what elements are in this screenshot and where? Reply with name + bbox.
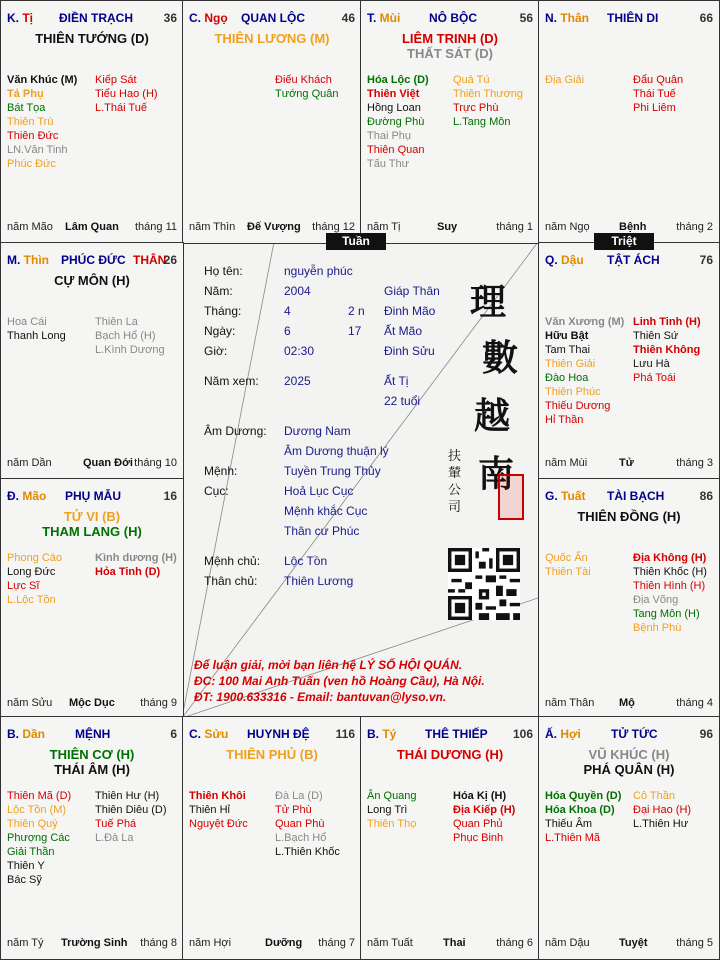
minor-star: Thiên Mã (D) [7, 790, 72, 802]
palace-footer [545, 457, 713, 471]
minor-star: Ân Quang [367, 790, 417, 802]
minor-star: Thiếu Âm [545, 818, 593, 830]
palace-dan [0, 716, 184, 960]
hour-label: Giờ: [204, 344, 228, 358]
minor-star: Thiên Việt [367, 88, 420, 100]
palace-header [7, 489, 177, 505]
minor-star: Địa Giải [545, 74, 585, 86]
minor-star: Long Trì [367, 804, 408, 816]
calligraphy-char-2: 數 [482, 337, 519, 379]
minor-star: Thiên Phúc [545, 386, 601, 398]
footer-stage: Đế Vượng [247, 221, 301, 233]
palace-canchi: B. Tý [367, 727, 397, 741]
palace-number: 46 [341, 11, 355, 25]
minor-star: Quả Tú [453, 74, 490, 86]
palace-dau [538, 242, 720, 480]
footer-year: năm Ngọ [545, 221, 590, 233]
minor-star: Bát Tọa [7, 102, 46, 114]
minor-star: Lộc Tồn (M) [7, 804, 67, 816]
hour-value: 02:30 [284, 344, 315, 358]
stars-left [7, 73, 77, 171]
footer-month: tháng 9 [140, 697, 177, 709]
footer-stage: Dưỡng [265, 937, 303, 949]
main-star: THAM LANG (H) [42, 524, 142, 539]
small-calligraphy [448, 448, 464, 516]
palace-footer [367, 221, 533, 235]
minor-star: Lực Sĩ [7, 580, 40, 592]
stars-left [7, 315, 66, 343]
yin-yang-value: Dương Nam [284, 424, 351, 438]
footer-year: năm Tuất [367, 937, 413, 949]
stars-right [275, 789, 340, 859]
hour-canchi: Đinh Sửu [384, 344, 435, 358]
cuc-value: Hoả Lục Cục [284, 484, 354, 498]
footer-stage: Mộ [619, 697, 635, 709]
minor-star: Phục Binh [453, 832, 504, 844]
minor-star: Tang Môn (H) [633, 608, 700, 620]
palace-name: NÔ BỘC [429, 11, 477, 25]
minor-star: Trực Phù [453, 102, 499, 114]
palace-name: QUAN LỘC [241, 11, 305, 25]
palace-number: 66 [699, 11, 713, 25]
minor-star: L.Kình Dương [95, 344, 165, 356]
minor-star: Kiếp Sát [95, 74, 137, 86]
stars-right [95, 315, 165, 357]
minor-star: Giải Thần [7, 846, 55, 858]
palace-header [545, 489, 713, 505]
menh-chu-value: Lộc Tồn [284, 554, 328, 568]
minor-star: Thiếu Dương [545, 400, 611, 412]
footer-month: tháng 12 [312, 221, 355, 233]
minor-star: Tuế Phá [95, 818, 137, 830]
year-value: 2004 [284, 284, 311, 298]
palace-number: 86 [699, 489, 713, 503]
palace-ngo [182, 0, 362, 244]
red-seal-stamp [498, 474, 524, 520]
main-star: TỬ VI (B) [63, 509, 121, 524]
minor-star: Lưu Hà [633, 358, 670, 370]
minor-star: Phong Cáo [7, 552, 63, 564]
ad-line-1: Để luận giải, mời bạn liên hệ LÝ SỐ HỘI QUÁN. [194, 658, 463, 672]
palace-number: 36 [163, 11, 177, 25]
minor-star: Nguyệt Đức [189, 818, 248, 830]
than-marker: THÂN [133, 253, 167, 267]
ad-line-3: ĐT: 1900.633316 - Email: bantuvan@lyso.vn. [194, 690, 447, 704]
stars-left [7, 789, 71, 887]
than-chu-value: Thiên Lương [284, 574, 354, 588]
palace-number: 106 [512, 727, 533, 741]
minor-star: Đường Phù [367, 116, 425, 128]
palace-header [189, 727, 355, 743]
minor-star: Quan Phủ [453, 818, 503, 830]
main-star: CỰ MÔN (H) [54, 273, 130, 288]
footer-stage: Trường Sinh [61, 937, 128, 949]
palace-footer [189, 937, 355, 951]
palace-name: TỬ TỨC [611, 727, 658, 741]
stars-right [633, 789, 691, 831]
palace-canchi: C. Ngọ [189, 11, 228, 25]
footer-stage: Quan Đới [83, 457, 133, 469]
minor-star: Bạch Hổ (H) [95, 330, 156, 342]
palace-canchi: M. Thìn [7, 253, 49, 267]
palace-canchi: C. Sửu [189, 727, 229, 741]
minor-star: Thanh Long [7, 330, 66, 342]
footer-month: tháng 7 [318, 937, 355, 949]
minor-star: Quốc Ấn [545, 552, 588, 564]
palace-than [538, 0, 720, 244]
minor-star: Kình dương (H) [95, 552, 177, 564]
minor-star: Tả Phụ [7, 88, 44, 100]
main-star: THIÊN TƯỚNG (D) [35, 31, 149, 46]
minor-star: Thai Phụ [367, 130, 412, 142]
year-label: Năm: [204, 284, 233, 298]
palace-name: THÊ THIẾP [425, 727, 488, 741]
destiny-value: Tuyền Trung Thủy [284, 464, 381, 478]
footer-year: năm Tị [367, 221, 401, 233]
minor-star: Thiên Thọ [367, 818, 417, 830]
view-year-label: Năm xem: [204, 374, 259, 388]
stars-left [367, 789, 417, 831]
stars-right [95, 73, 158, 115]
minor-star: Hồng Loan [367, 102, 421, 114]
palace-header [545, 11, 713, 27]
palace-number: 96 [699, 727, 713, 741]
minor-star: Cô Thần [633, 790, 675, 802]
palace-header [7, 727, 177, 743]
palace-suu [182, 716, 362, 960]
month-canchi: Đinh Mão [384, 304, 436, 318]
main-star: THIÊN ĐỒNG (H) [577, 509, 681, 524]
palace-canchi: B. Dần [7, 727, 46, 741]
palace-number: 116 [335, 727, 355, 741]
tuan-marker: Tuần [326, 233, 386, 250]
minor-star: Hóa Kị (H) [453, 790, 507, 802]
minor-star: L.Thiên Mã [545, 832, 601, 844]
minor-star: L.Thái Tuế [95, 102, 147, 114]
palace-canchi: Đ. Mão [7, 489, 47, 503]
minor-star: Hỉ Thần [545, 414, 584, 426]
minor-star: Thiên Thương [453, 88, 524, 100]
small-char-3: 公 [448, 483, 462, 498]
palace-canchi: N. Thân [545, 11, 590, 25]
palace-canchi: T. Mùi [367, 11, 401, 25]
main-star: THÁI ÂM (H) [54, 762, 130, 777]
center-info-panel [182, 242, 538, 718]
minor-star: Thiên Giải [545, 358, 596, 370]
destiny-label: Mệnh: [204, 464, 238, 478]
footer-stage: Suy [437, 221, 458, 233]
main-star: THIÊN LƯƠNG (M) [214, 31, 330, 46]
footer-year: năm Mùi [545, 457, 588, 469]
palace-header [189, 11, 355, 27]
minor-star: Hóa Khoa (D) [545, 804, 615, 816]
minor-star: Thiên La [95, 316, 138, 328]
minor-star: Phi Liêm [633, 102, 676, 114]
footer-year: năm Thìn [189, 221, 236, 233]
palace-name: TẬT ÁCH [607, 253, 660, 267]
palace-name: TÀI BẠCH [607, 489, 665, 503]
stars-left [7, 551, 62, 607]
stars-left [545, 73, 584, 87]
palace-mao [0, 478, 184, 720]
palace-thin [0, 242, 184, 480]
minor-star: Thiên Hư (H) [95, 790, 160, 802]
calligraphy-char-4: 南 [478, 453, 515, 495]
minor-star: L.Lộc Tồn [7, 594, 56, 606]
minor-star: Hữu Bật [545, 330, 589, 342]
minor-star: Long Đức [7, 566, 56, 578]
stars-left [545, 315, 624, 427]
footer-year: năm Thân [545, 697, 595, 709]
minor-star: Tử Phù [275, 804, 312, 816]
stars-right [95, 789, 167, 845]
footer-month: tháng 1 [496, 221, 533, 233]
month-value: 4 [284, 304, 291, 318]
palace-number: 16 [163, 489, 177, 503]
palace-name: HUYNH ĐỆ [247, 727, 310, 741]
palace-name: PHÚC ĐỨC [61, 253, 126, 267]
palace-footer [7, 457, 177, 471]
minor-star: Thiên Tài [545, 566, 591, 578]
view-year-value: 2025 [284, 374, 311, 388]
footer-month: tháng 2 [676, 221, 713, 233]
footer-month: tháng 6 [496, 937, 533, 949]
stars-right [633, 315, 701, 385]
palace-mui [360, 0, 540, 244]
than-chu-label: Thân chủ: [204, 574, 258, 588]
minor-star: Thiên Không [633, 344, 701, 356]
yin-yang-value-2: Âm Dương thuận lý [284, 444, 389, 458]
footer-stage: Bệnh [619, 221, 647, 233]
day-value: 6 [284, 324, 291, 338]
footer-stage: Tuyệt [619, 937, 648, 949]
main-star: VŨ KHÚC (H) [588, 747, 670, 762]
minor-star: Thiên Đức [7, 130, 59, 142]
cuc-label: Cục: [204, 484, 229, 498]
minor-star: Hoa Cái [7, 316, 47, 328]
minor-star: Thiên Hình (H) [633, 580, 706, 592]
minor-star: Phúc Đức [7, 158, 56, 170]
footer-month: tháng 3 [676, 457, 713, 469]
footer-month: tháng 4 [676, 697, 713, 709]
minor-star: Đà La (D) [275, 790, 323, 802]
footer-month: tháng 10 [134, 457, 177, 469]
minor-star: Bệnh Phù [633, 622, 682, 634]
main-star: THẤT SÁT (D) [407, 46, 493, 61]
palace-footer [545, 697, 713, 711]
calligraphy-char-1: 理 [470, 281, 507, 323]
minor-star: Thái Tuế [633, 88, 676, 100]
minor-star: L.Tang Môn [453, 116, 511, 128]
footer-year: năm Hợi [189, 937, 232, 949]
palace-header [367, 11, 533, 27]
palace-header [367, 727, 533, 743]
day-label: Ngày: [204, 324, 236, 338]
stars-right [453, 789, 515, 845]
footer-year: năm Dậu [545, 937, 590, 949]
minor-star: Thiên Sứ [633, 330, 679, 342]
minor-star: Thiên Trù [7, 116, 54, 128]
palace-number: 76 [699, 253, 713, 267]
palace-footer [367, 937, 533, 951]
minor-star: Thiên Khôi [189, 790, 246, 802]
footer-year: năm Dần [7, 457, 52, 469]
main-star: THÁI DƯƠNG (H) [396, 747, 504, 762]
footer-month: tháng 8 [140, 937, 177, 949]
minor-star: Tiểu Hao (H) [95, 88, 158, 100]
palace-name: PHỤ MẪU [65, 489, 121, 503]
minor-star: Thiên Y [7, 860, 45, 872]
qr-code-icon [448, 548, 520, 620]
minor-star: L.Đà La [95, 832, 134, 844]
small-char-4: 司 [448, 500, 462, 515]
menh-chu-label: Mệnh chủ: [204, 554, 261, 568]
stars-left [189, 789, 248, 831]
minor-star: Thiên Diêu (D) [95, 804, 167, 816]
minor-star: Hóa Quyền (D) [545, 790, 622, 802]
footer-month: tháng 11 [134, 221, 177, 233]
minor-star: L.Bạch Hổ [275, 832, 327, 844]
cuc-value-2: Mệnh khắc Cục [284, 504, 368, 518]
minor-star: Địa Võng [633, 594, 679, 606]
palace-header [545, 727, 713, 743]
ad-line-2: ĐC: 100 Mai Anh Tuấn (ven hồ Hoàng Cầu), Hà Nội. [194, 674, 485, 688]
palace-name: THIÊN DI [607, 11, 659, 25]
calligraphy-char-3: 越 [474, 395, 511, 437]
stars-left [367, 73, 429, 171]
footer-year: năm Sửu [7, 697, 53, 709]
day-value-2: 17 [348, 324, 362, 338]
view-year-canchi: Ất Tị [384, 374, 409, 388]
minor-star: Linh Tinh (H) [633, 316, 701, 328]
footer-stage: Mộc Dục [69, 697, 115, 709]
minor-star: Bác Sỹ [7, 874, 42, 886]
stars-left [545, 789, 621, 845]
year-canchi: Giáp Thân [384, 284, 440, 298]
minor-star: Văn Khúc (M) [7, 74, 78, 86]
palace-footer [7, 937, 177, 951]
stars-right [275, 73, 339, 101]
minor-star: Đại Hao (H) [633, 804, 692, 816]
name-label: Họ tên: [204, 264, 243, 278]
name-value: nguyễn phúc [284, 264, 353, 278]
minor-star: LN.Văn Tinh [7, 144, 68, 156]
footer-stage: Tử [619, 457, 634, 469]
minor-star: Phá Toái [633, 372, 676, 384]
palace-ty [360, 716, 540, 960]
palace-footer [545, 937, 713, 951]
stars-right [95, 551, 177, 579]
month-label: Tháng: [204, 304, 242, 318]
footer-stage: Lâm Quan [65, 221, 119, 233]
palace-header [7, 253, 177, 269]
palace-canchi: K. Tị [7, 11, 34, 25]
palace-number: 56 [519, 11, 533, 25]
minor-star: Thiên Hỉ [189, 804, 230, 816]
stars-right [633, 73, 683, 115]
minor-star: Văn Xương (M) [545, 316, 625, 328]
palace-canchi: G. Tuất [545, 489, 586, 503]
palace-tuat [538, 478, 720, 720]
small-char-1: 扶 [448, 449, 462, 464]
day-canchi: Ất Mão [384, 324, 423, 338]
minor-star: Địa Kiếp (H) [453, 804, 516, 816]
stars-left [545, 551, 591, 579]
month-value-2: 2 n [348, 304, 365, 318]
main-star: PHÁ QUÂN (H) [583, 762, 675, 777]
palace-name: MỆNH [75, 727, 111, 741]
palace-number: 6 [170, 727, 177, 741]
palace-footer [7, 697, 177, 711]
palace-hoi [538, 716, 720, 960]
palace-header [7, 11, 177, 27]
minor-star: Thiên Quan [367, 144, 425, 156]
minor-star: Thiên Khốc (H) [633, 566, 707, 578]
palace-ti [0, 0, 184, 244]
main-star: LIÊM TRINH (D) [401, 31, 499, 46]
minor-star: Đẩu Quân [633, 74, 684, 86]
age-value: 22 tuổi [384, 394, 421, 408]
palace-header [545, 253, 713, 269]
minor-star: Quan Phù [275, 818, 325, 830]
cuc-value-3: Thân cư Phúc [284, 524, 360, 538]
palace-name: ĐIỀN TRẠCH [59, 11, 133, 25]
minor-star: Phượng Các [7, 832, 70, 844]
stars-right [633, 551, 707, 635]
minor-star: Thiên Quý [7, 818, 58, 830]
footer-month: tháng 5 [676, 937, 713, 949]
palace-canchi: Ấ. Hợi [545, 727, 581, 741]
stars-right [453, 73, 523, 129]
footer-stage: Thai [443, 937, 466, 949]
main-star: THIÊN CƠ (H) [49, 747, 135, 762]
footer-year: năm Mão [7, 221, 53, 233]
palace-number: 26 [163, 253, 177, 267]
minor-star: L.Thiên Khốc [275, 846, 340, 858]
triet-marker: Triệt [594, 233, 654, 250]
minor-star: Hóa Lộc (D) [367, 74, 429, 86]
minor-star: Tấu Thư [367, 158, 410, 170]
minor-star: Tam Thai [545, 344, 591, 356]
palace-canchi: Q. Dậu [545, 253, 584, 267]
footer-year: năm Tý [7, 937, 44, 949]
minor-star: Tướng Quân [275, 88, 339, 100]
small-char-2: 輦 [448, 466, 462, 481]
palace-footer [7, 221, 177, 235]
minor-star: Đào Hoa [545, 372, 589, 384]
minor-star: Hỏa Tinh (D) [95, 566, 161, 578]
yin-yang-label: Âm Dương: [204, 424, 267, 438]
minor-star: Địa Không (H) [633, 552, 707, 564]
minor-star: L.Thiên Hư [633, 818, 689, 830]
minor-star: Điếu Khách [275, 74, 332, 86]
main-star: THIÊN PHỦ (B) [226, 747, 318, 762]
